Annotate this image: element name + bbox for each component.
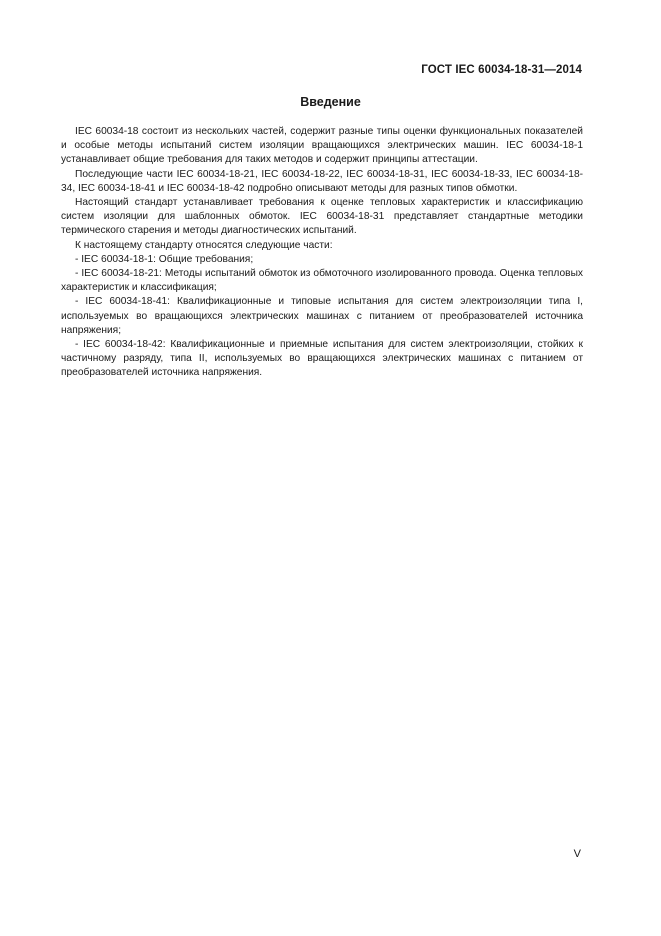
list-item-4: - IEC 60034-18-42: Квалификационные и приемные испытания для систем электроизоляции, стойких к частичному разряду, типа II, используемых во вращающихся электрических машинах с питанием от преобразователей источника напряжения. <box>61 339 583 379</box>
document-code: ГОСТ IEC 60034-18-31—2014 <box>421 64 582 76</box>
paragraph-1: IEC 60034-18 состоит из нескольких частей, содержит разные типы оценки функциональных показателей и особые методы испытаний систем изоляции вращающихся электрических машин. IEC 60034-18-1 устанавливает общие требования для таких методов и содержит принципы аттестации. <box>61 126 583 166</box>
paragraph-2: Последующие части IEC 60034-18-21, IEC 60034-18-22, IEC 60034-18-31, IEC 60034-18-33, IEC 60034-18-34, IEC 60034-18-41 и IEC 60034-18-42 подробно описывают методы для разных типов обмотки. <box>61 168 583 194</box>
list-item-1: - IEC 60034-18-1: Общие требования; <box>75 253 254 265</box>
page-number: V <box>573 848 581 860</box>
body-text <box>61 125 583 381</box>
section-title: Введение <box>300 95 361 109</box>
paragraph-3: Настоящий стандарт устанавливает требования к оценке тепловых характеристик и классификацию систем изоляции для шаблонных обмоток. IEC 60034-18-31 представляет стандартные методики термического старения и методы диагностических испытаний. <box>61 197 583 237</box>
list-item-3: - IEC 60034-18-41: Квалификационные и типовые испытания для систем электроизоляции типа I, используемых во вращающихся электрических машинах с питанием от преобразователей источника напряжения; <box>61 296 583 336</box>
list-item-2: - IEC 60034-18-21: Методы испытаний обмоток из обмоточного изолированного провода. Оценка тепловых характеристик и классификация; <box>61 268 583 294</box>
paragraph-4: К настоящему стандарту относятся следующие части: <box>75 239 333 251</box>
